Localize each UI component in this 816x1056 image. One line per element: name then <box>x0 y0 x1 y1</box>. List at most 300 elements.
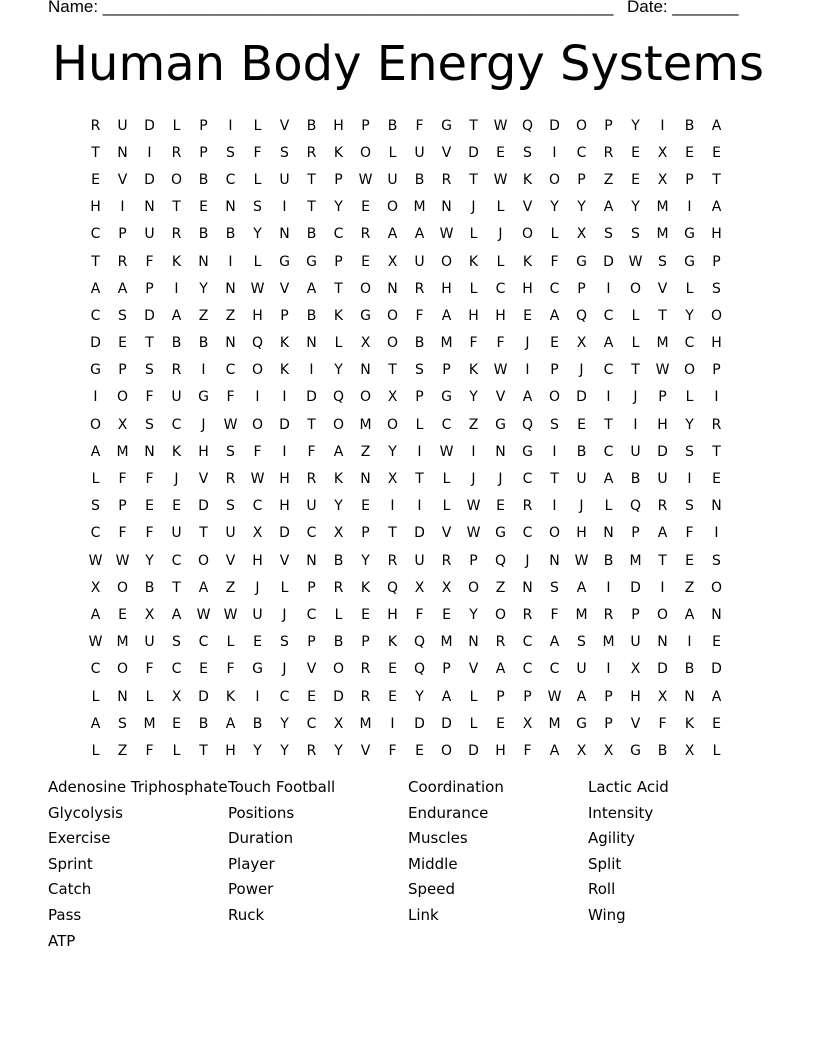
grid-letter[interactable]: I <box>417 443 422 460</box>
grid-letter[interactable]: B <box>225 226 236 243</box>
grid-letter[interactable]: C <box>90 661 101 678</box>
grid-letter[interactable]: Y <box>253 226 262 243</box>
grid-letter[interactable]: B <box>252 715 263 732</box>
grid-letter[interactable]: F <box>523 742 532 759</box>
grid-letter[interactable]: U <box>414 144 425 161</box>
grid-letter[interactable]: T <box>388 525 397 542</box>
grid-letter[interactable]: U <box>279 171 290 188</box>
grid-letter[interactable]: O <box>710 307 723 324</box>
grid-letter[interactable]: I <box>147 144 152 161</box>
grid-letter[interactable]: C <box>576 144 587 161</box>
grid-letter[interactable]: C <box>495 280 506 297</box>
grid-letter[interactable]: C <box>171 552 182 569</box>
grid-letter[interactable]: O <box>683 362 696 379</box>
grid-letter[interactable]: C <box>522 471 533 488</box>
grid-letter[interactable]: N <box>603 525 614 542</box>
grid-letter[interactable]: H <box>90 199 101 216</box>
name-field[interactable]: Name: ______________________________________________________ <box>48 0 614 16</box>
grid-letter[interactable]: D <box>144 307 155 324</box>
grid-letter[interactable]: I <box>390 498 395 515</box>
grid-letter[interactable]: I <box>660 117 665 134</box>
grid-letter[interactable]: S <box>226 144 235 161</box>
grid-letter[interactable]: Y <box>469 389 478 406</box>
grid-letter[interactable]: B <box>171 335 182 352</box>
grid-letter[interactable]: S <box>172 634 181 651</box>
grid-letter[interactable]: L <box>685 280 694 297</box>
grid-letter[interactable]: F <box>469 335 478 352</box>
grid-letter[interactable]: S <box>253 199 262 216</box>
grid-letter[interactable]: E <box>118 335 127 352</box>
grid-letter[interactable]: W <box>439 443 454 460</box>
grid-letter[interactable]: A <box>306 280 317 297</box>
grid-letter[interactable]: W <box>466 498 481 515</box>
grid-letter[interactable]: I <box>471 443 476 460</box>
grid-letter[interactable]: T <box>658 307 667 324</box>
grid-letter[interactable]: L <box>388 144 397 161</box>
grid-letter[interactable]: E <box>712 715 721 732</box>
grid-letter[interactable]: A <box>198 579 209 596</box>
grid-letter[interactable]: S <box>226 498 235 515</box>
grid-letter[interactable]: X <box>387 471 398 488</box>
grid-letter[interactable]: M <box>440 634 453 651</box>
grid-letter[interactable]: K <box>387 634 398 651</box>
grid-letter[interactable]: F <box>550 606 559 623</box>
grid-letter[interactable]: L <box>253 117 262 134</box>
grid-letter[interactable]: O <box>494 606 507 623</box>
grid-letter[interactable]: V <box>522 199 533 216</box>
grid-letter[interactable]: B <box>198 226 209 243</box>
grid-letter[interactable]: I <box>93 389 98 406</box>
grid-letter[interactable]: E <box>523 307 532 324</box>
grid-letter[interactable]: A <box>711 117 722 134</box>
grid-letter[interactable]: B <box>630 471 641 488</box>
grid-letter[interactable]: N <box>225 280 236 297</box>
grid-letter[interactable]: L <box>469 715 478 732</box>
grid-letter[interactable]: E <box>172 498 181 515</box>
grid-letter[interactable]: D <box>441 715 452 732</box>
grid-letter[interactable]: X <box>117 416 128 433</box>
grid-letter[interactable]: M <box>440 335 453 352</box>
grid-letter[interactable]: E <box>199 199 208 216</box>
grid-letter[interactable]: B <box>198 171 209 188</box>
grid-letter[interactable]: G <box>441 117 452 134</box>
grid-letter[interactable]: O <box>710 579 723 596</box>
grid-letter[interactable]: A <box>90 280 101 297</box>
grid-letter[interactable]: O <box>197 552 210 569</box>
grid-letter[interactable]: M <box>116 634 129 651</box>
grid-letter[interactable]: E <box>577 416 586 433</box>
grid-letter[interactable]: L <box>253 253 262 270</box>
grid-letter[interactable]: R <box>360 661 371 678</box>
grid-letter[interactable]: N <box>306 552 317 569</box>
grid-letter[interactable]: G <box>576 715 587 732</box>
grid-letter[interactable]: O <box>386 199 399 216</box>
grid-letter[interactable]: N <box>711 498 722 515</box>
grid-letter[interactable]: G <box>495 525 506 542</box>
grid-letter[interactable]: X <box>360 335 371 352</box>
grid-letter[interactable]: B <box>333 634 344 651</box>
grid-letter[interactable]: Z <box>684 579 695 596</box>
grid-letter[interactable]: B <box>333 552 344 569</box>
grid-letter[interactable]: P <box>604 688 613 705</box>
grid-letter[interactable]: C <box>441 416 452 433</box>
grid-letter[interactable]: T <box>550 471 559 488</box>
grid-letter[interactable]: S <box>523 144 532 161</box>
grid-letter[interactable]: P <box>118 226 127 243</box>
grid-letter[interactable]: D <box>144 171 155 188</box>
grid-letter[interactable]: M <box>656 226 669 243</box>
grid-letter[interactable]: U <box>630 634 641 651</box>
grid-letter[interactable]: U <box>414 253 425 270</box>
grid-letter[interactable]: T <box>388 362 397 379</box>
grid-letter[interactable]: G <box>441 389 452 406</box>
grid-letter[interactable]: R <box>225 471 236 488</box>
grid-letter[interactable]: O <box>440 253 453 270</box>
grid-letter[interactable]: Y <box>685 307 694 324</box>
grid-letter[interactable]: R <box>306 144 317 161</box>
grid-letter[interactable]: N <box>360 471 371 488</box>
grid-letter[interactable]: H <box>495 742 506 759</box>
grid-letter[interactable]: W <box>223 606 238 623</box>
grid-letter[interactable]: K <box>684 715 695 732</box>
grid-letter[interactable]: E <box>145 498 154 515</box>
grid-letter[interactable]: L <box>91 688 100 705</box>
grid-letter[interactable]: A <box>603 335 614 352</box>
grid-letter[interactable]: V <box>225 552 236 569</box>
grid-letter[interactable]: X <box>252 525 263 542</box>
grid-letter[interactable]: U <box>414 552 425 569</box>
grid-letter[interactable]: Q <box>251 335 264 352</box>
grid-letter[interactable]: T <box>415 471 424 488</box>
grid-letter[interactable]: X <box>603 742 614 759</box>
grid-letter[interactable]: D <box>468 144 479 161</box>
grid-letter[interactable]: A <box>657 525 668 542</box>
grid-letter[interactable]: O <box>575 117 588 134</box>
grid-letter[interactable]: W <box>439 226 454 243</box>
grid-letter[interactable]: Y <box>280 715 289 732</box>
grid-letter[interactable]: P <box>307 634 316 651</box>
grid-letter[interactable]: S <box>91 498 100 515</box>
grid-letter[interactable]: H <box>468 307 479 324</box>
grid-letter[interactable]: F <box>145 661 154 678</box>
grid-letter[interactable]: R <box>522 498 533 515</box>
grid-letter[interactable]: G <box>306 253 317 270</box>
grid-letter[interactable]: I <box>417 498 422 515</box>
grid-letter[interactable]: M <box>359 715 372 732</box>
grid-letter[interactable]: P <box>118 498 127 515</box>
grid-letter[interactable]: Y <box>145 552 154 569</box>
grid-letter[interactable]: X <box>387 389 398 406</box>
grid-letter[interactable]: S <box>631 226 640 243</box>
grid-letter[interactable]: W <box>88 552 103 569</box>
grid-letter[interactable]: G <box>90 362 101 379</box>
grid-letter[interactable]: J <box>282 606 287 623</box>
grid-letter[interactable]: A <box>90 715 101 732</box>
grid-letter[interactable]: S <box>118 307 127 324</box>
grid-letter[interactable]: D <box>414 715 425 732</box>
grid-letter[interactable]: U <box>657 471 668 488</box>
grid-letter[interactable]: E <box>361 606 370 623</box>
grid-letter[interactable]: F <box>145 253 154 270</box>
grid-letter[interactable]: Y <box>334 742 343 759</box>
grid-letter[interactable]: O <box>548 525 561 542</box>
grid-letter[interactable]: A <box>522 389 533 406</box>
grid-letter[interactable]: O <box>116 579 129 596</box>
grid-letter[interactable]: L <box>550 226 559 243</box>
grid-letter[interactable]: E <box>388 688 397 705</box>
grid-letter[interactable]: I <box>174 280 179 297</box>
grid-letter[interactable]: P <box>199 144 208 161</box>
grid-letter[interactable]: L <box>604 498 613 515</box>
grid-letter[interactable]: B <box>387 117 398 134</box>
grid-letter[interactable]: U <box>576 661 587 678</box>
grid-letter[interactable]: O <box>116 389 129 406</box>
grid-letter[interactable]: W <box>250 280 265 297</box>
grid-letter[interactable]: H <box>522 280 533 297</box>
grid-letter[interactable]: D <box>468 742 479 759</box>
grid-letter[interactable]: A <box>549 307 560 324</box>
grid-letter[interactable]: T <box>604 416 613 433</box>
grid-letter[interactable]: P <box>361 117 370 134</box>
grid-letter[interactable]: Q <box>521 416 534 433</box>
grid-letter[interactable]: J <box>525 552 530 569</box>
grid-letter[interactable]: S <box>577 634 586 651</box>
grid-letter[interactable]: B <box>684 117 695 134</box>
grid-letter[interactable]: X <box>90 579 101 596</box>
grid-letter[interactable]: A <box>576 579 587 596</box>
grid-letter[interactable]: Y <box>334 498 343 515</box>
grid-letter[interactable]: C <box>333 226 344 243</box>
grid-letter[interactable]: T <box>307 416 316 433</box>
grid-letter[interactable]: I <box>633 416 638 433</box>
grid-letter[interactable]: P <box>469 552 478 569</box>
grid-letter[interactable]: H <box>657 416 668 433</box>
grid-letter[interactable]: F <box>307 443 316 460</box>
grid-letter[interactable]: P <box>118 362 127 379</box>
grid-letter[interactable]: W <box>115 552 130 569</box>
grid-letter[interactable]: E <box>685 552 694 569</box>
grid-letter[interactable]: L <box>469 688 478 705</box>
grid-letter[interactable]: A <box>549 742 560 759</box>
grid-letter[interactable]: S <box>226 443 235 460</box>
grid-letter[interactable]: I <box>606 389 611 406</box>
grid-letter[interactable]: Y <box>334 362 343 379</box>
grid-letter[interactable]: Y <box>334 199 343 216</box>
grid-letter[interactable]: L <box>631 335 640 352</box>
grid-letter[interactable]: G <box>360 307 371 324</box>
grid-letter[interactable]: H <box>279 498 290 515</box>
grid-letter[interactable]: N <box>225 199 236 216</box>
grid-letter[interactable]: V <box>117 171 128 188</box>
grid-letter[interactable]: T <box>91 253 100 270</box>
grid-letter[interactable]: P <box>442 362 451 379</box>
grid-letter[interactable]: F <box>145 471 154 488</box>
grid-letter[interactable]: I <box>282 443 287 460</box>
grid-letter[interactable]: P <box>334 253 343 270</box>
grid-letter[interactable]: H <box>252 307 263 324</box>
grid-letter[interactable]: Y <box>388 443 397 460</box>
grid-letter[interactable]: M <box>413 199 426 216</box>
grid-letter[interactable]: H <box>279 471 290 488</box>
grid-letter[interactable]: O <box>386 307 399 324</box>
grid-letter[interactable]: V <box>279 117 290 134</box>
grid-letter[interactable]: R <box>171 144 182 161</box>
grid-letter[interactable]: R <box>171 362 182 379</box>
grid-letter[interactable]: O <box>359 280 372 297</box>
grid-letter[interactable]: H <box>711 335 722 352</box>
grid-letter[interactable]: C <box>252 498 263 515</box>
grid-letter[interactable]: R <box>711 416 722 433</box>
grid-letter[interactable]: P <box>604 715 613 732</box>
grid-letter[interactable]: C <box>171 416 182 433</box>
grid-letter[interactable]: A <box>441 307 452 324</box>
grid-letter[interactable]: L <box>442 471 451 488</box>
grid-letter[interactable]: O <box>386 335 399 352</box>
grid-letter[interactable]: G <box>684 253 695 270</box>
grid-letter[interactable]: V <box>279 552 290 569</box>
grid-letter[interactable]: C <box>522 661 533 678</box>
grid-letter[interactable]: B <box>576 443 587 460</box>
grid-letter[interactable]: G <box>522 443 533 460</box>
grid-letter[interactable]: J <box>255 579 260 596</box>
grid-letter[interactable]: A <box>576 688 587 705</box>
grid-letter[interactable]: P <box>577 171 586 188</box>
grid-letter[interactable]: A <box>90 443 101 460</box>
grid-letter[interactable]: D <box>711 661 722 678</box>
grid-letter[interactable]: Z <box>225 307 236 324</box>
grid-letter[interactable]: S <box>145 416 154 433</box>
grid-letter[interactable]: P <box>577 280 586 297</box>
grid-letter[interactable]: V <box>198 471 209 488</box>
grid-letter[interactable]: U <box>387 171 398 188</box>
grid-letter[interactable]: I <box>687 199 692 216</box>
grid-letter[interactable]: J <box>174 471 179 488</box>
grid-letter[interactable]: L <box>172 117 181 134</box>
grid-letter[interactable]: V <box>279 280 290 297</box>
grid-letter[interactable]: A <box>711 688 722 705</box>
grid-letter[interactable]: R <box>603 144 614 161</box>
grid-letter[interactable]: R <box>441 171 452 188</box>
grid-letter[interactable]: W <box>466 525 481 542</box>
grid-letter[interactable]: K <box>333 471 344 488</box>
grid-letter[interactable]: R <box>387 552 398 569</box>
grid-letter[interactable]: T <box>712 171 721 188</box>
grid-letter[interactable]: N <box>279 226 290 243</box>
grid-letter[interactable]: N <box>225 335 236 352</box>
grid-letter[interactable]: S <box>685 498 694 515</box>
grid-letter[interactable]: D <box>576 389 587 406</box>
grid-letter[interactable]: T <box>334 280 343 297</box>
grid-letter[interactable]: J <box>579 362 584 379</box>
grid-letter[interactable]: L <box>145 688 154 705</box>
grid-letter[interactable]: W <box>547 688 562 705</box>
grid-letter[interactable]: P <box>685 171 694 188</box>
grid-letter[interactable]: R <box>522 606 533 623</box>
grid-letter[interactable]: D <box>198 688 209 705</box>
grid-letter[interactable]: R <box>603 606 614 623</box>
grid-letter[interactable]: T <box>469 171 478 188</box>
grid-letter[interactable]: Q <box>332 389 345 406</box>
grid-letter[interactable]: A <box>333 443 344 460</box>
grid-letter[interactable]: E <box>91 171 100 188</box>
grid-letter[interactable]: H <box>441 280 452 297</box>
grid-letter[interactable]: M <box>656 199 669 216</box>
grid-letter[interactable]: R <box>90 117 101 134</box>
grid-letter[interactable]: W <box>88 634 103 651</box>
grid-letter[interactable]: N <box>495 443 506 460</box>
grid-letter[interactable]: O <box>386 416 399 433</box>
grid-letter[interactable]: N <box>711 606 722 623</box>
grid-letter[interactable]: F <box>145 389 154 406</box>
grid-letter[interactable]: O <box>89 416 102 433</box>
grid-letter[interactable]: X <box>387 253 398 270</box>
grid-letter[interactable]: N <box>144 199 155 216</box>
grid-letter[interactable]: X <box>144 606 155 623</box>
grid-letter[interactable]: J <box>498 226 503 243</box>
grid-letter[interactable]: P <box>550 362 559 379</box>
grid-letter[interactable]: H <box>495 307 506 324</box>
grid-letter[interactable]: G <box>684 226 695 243</box>
grid-letter[interactable]: X <box>171 688 182 705</box>
grid-letter[interactable]: T <box>658 552 667 569</box>
grid-letter[interactable]: T <box>172 579 181 596</box>
grid-letter[interactable]: E <box>199 661 208 678</box>
grid-letter[interactable]: V <box>441 144 452 161</box>
grid-letter[interactable]: K <box>522 171 533 188</box>
grid-letter[interactable]: V <box>495 389 506 406</box>
grid-letter[interactable]: N <box>387 280 398 297</box>
grid-letter[interactable]: Y <box>631 199 640 216</box>
grid-letter[interactable]: A <box>387 226 398 243</box>
grid-letter[interactable]: W <box>628 253 643 270</box>
grid-letter[interactable]: L <box>91 471 100 488</box>
grid-letter[interactable]: H <box>252 552 263 569</box>
grid-letter[interactable]: U <box>144 634 155 651</box>
grid-letter[interactable]: K <box>360 579 371 596</box>
grid-letter[interactable]: F <box>118 525 127 542</box>
grid-letter[interactable]: F <box>415 606 424 623</box>
grid-letter[interactable]: E <box>631 171 640 188</box>
grid-letter[interactable]: B <box>306 307 317 324</box>
grid-letter[interactable]: F <box>253 443 262 460</box>
grid-letter[interactable]: L <box>469 280 478 297</box>
grid-letter[interactable]: C <box>549 661 560 678</box>
grid-letter[interactable]: A <box>495 661 506 678</box>
grid-letter[interactable]: H <box>576 525 587 542</box>
grid-letter[interactable]: P <box>415 389 424 406</box>
grid-letter[interactable]: H <box>198 443 209 460</box>
grid-letter[interactable]: E <box>631 144 640 161</box>
grid-letter[interactable]: B <box>414 171 425 188</box>
grid-letter[interactable]: D <box>657 661 668 678</box>
grid-letter[interactable]: L <box>496 253 505 270</box>
grid-letter[interactable]: P <box>631 606 640 623</box>
grid-letter[interactable]: I <box>309 362 314 379</box>
grid-letter[interactable]: D <box>333 688 344 705</box>
grid-letter[interactable]: Y <box>631 117 640 134</box>
grid-letter[interactable]: P <box>712 362 721 379</box>
grid-letter[interactable]: U <box>225 525 236 542</box>
grid-letter[interactable]: I <box>687 634 692 651</box>
grid-letter[interactable]: G <box>198 389 209 406</box>
grid-letter[interactable]: G <box>279 253 290 270</box>
grid-letter[interactable]: Z <box>468 416 479 433</box>
grid-letter[interactable]: R <box>117 253 128 270</box>
grid-letter[interactable]: N <box>468 634 479 651</box>
grid-letter[interactable]: Z <box>495 579 506 596</box>
grid-letter[interactable]: U <box>576 471 587 488</box>
grid-letter[interactable]: H <box>711 226 722 243</box>
